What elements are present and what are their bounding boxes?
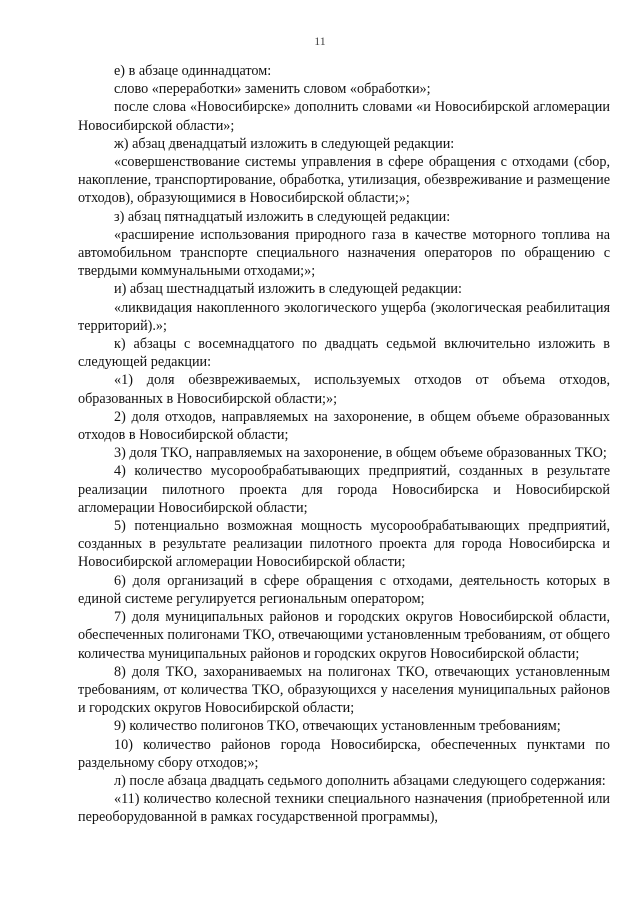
paragraph: после слова «Новосибирске» дополнить словами «и Новосибирской агломерации Новосибирской области»;	[78, 99, 610, 134]
paragraph: слово «переработки» заменить словом «обработки»;	[114, 81, 431, 98]
paragraph: и) абзац шестнадцатый изложить в следующей редакции:	[114, 281, 462, 298]
paragraph: «ликвидация накопленного экологического ущерба (экологическая реабилитация территорий).»;	[78, 299, 610, 334]
paragraph: 6) доля организаций в сфере обращения с отходами, деятельность которых в единой системе регулируется региональным оператором;	[78, 572, 610, 607]
paragraph: ж) абзац двенадцатый изложить в следующей редакции:	[114, 135, 455, 152]
paragraph: 7) доля муниципальных районов и городских округов Новосибирской области, обеспеченных полигонами ТКО, отвечающими установленным требованиям, от общего количества муниципальных районов и городских округов Новосибирской области;	[78, 609, 610, 662]
page-number: 11	[314, 34, 326, 48]
paragraph: л) после абзаца двадцать седьмого дополнить абзацами следующего содержания:	[114, 772, 606, 789]
paragraph: «совершенствование системы управления в сфере обращения с отходами (сбор, накопление, транспортирование, обработка, утилизация, обезвреживание и размещение отходов), образующимися в Новосибирской области;»;	[78, 154, 610, 207]
paragraph: к) абзацы с восемнадцатого по двадцать седьмой включительно изложить в следующей редакции:	[78, 336, 610, 371]
paragraph: 5) потенциально возможная мощность мусорообрабатывающих предприятий, созданных в результате реализации пилотного проекта для города Новосибирска и Новосибирской агломерации Новосибирской области;	[78, 518, 610, 571]
paragraph: 9) количество полигонов ТКО, отвечающих установленным требованиям;	[114, 718, 561, 735]
paragraph: 3) доля ТКО, направляемых на захоронение, в общем объеме образованных ТКО;	[114, 445, 607, 462]
paragraph: е) в абзаце одиннадцатом:	[114, 63, 272, 79]
body-text	[78, 62, 610, 827]
paragraph: «расширение использования природного газа в качестве моторного топлива на автомобильном транспорте специального назначения операторов по обращению с твердыми коммунальными отходами;»;	[78, 226, 610, 280]
paragraph: 2) доля отходов, направляемых на захоронение, в общем объеме образованных отходов в Новосибирской области;	[78, 408, 610, 444]
paragraph: 10) количество районов города Новосибирска, обеспеченных пунктами по раздельному сбору отходов;»;	[78, 736, 610, 771]
paragraph: «1) доля обезвреживаемых, используемых отходов от объема отходов, образованных в Новосибирской области;»;	[78, 372, 610, 407]
paragraph: «11) количество колесной техники специального назначения (приобретенной или переоборудованной в рамках государственной программы),	[78, 791, 610, 826]
paragraph: 4) количество мусороoбрабатывающих предприятий, созданных в результате реализации пилотного проекта для города Новосибирска и Новосибирской агломерации Новосибирской области;	[78, 463, 610, 516]
paragraph: 8) доля ТКО, захораниваемых на полигонах ТКО, отвечающих установленным требованиям, от количества ТКО, образующихся у населения муниципальных районов и городских округов Новосибирской области;	[78, 663, 610, 717]
paragraph: з) абзац пятнадцатый изложить в следующей редакции:	[114, 208, 451, 225]
